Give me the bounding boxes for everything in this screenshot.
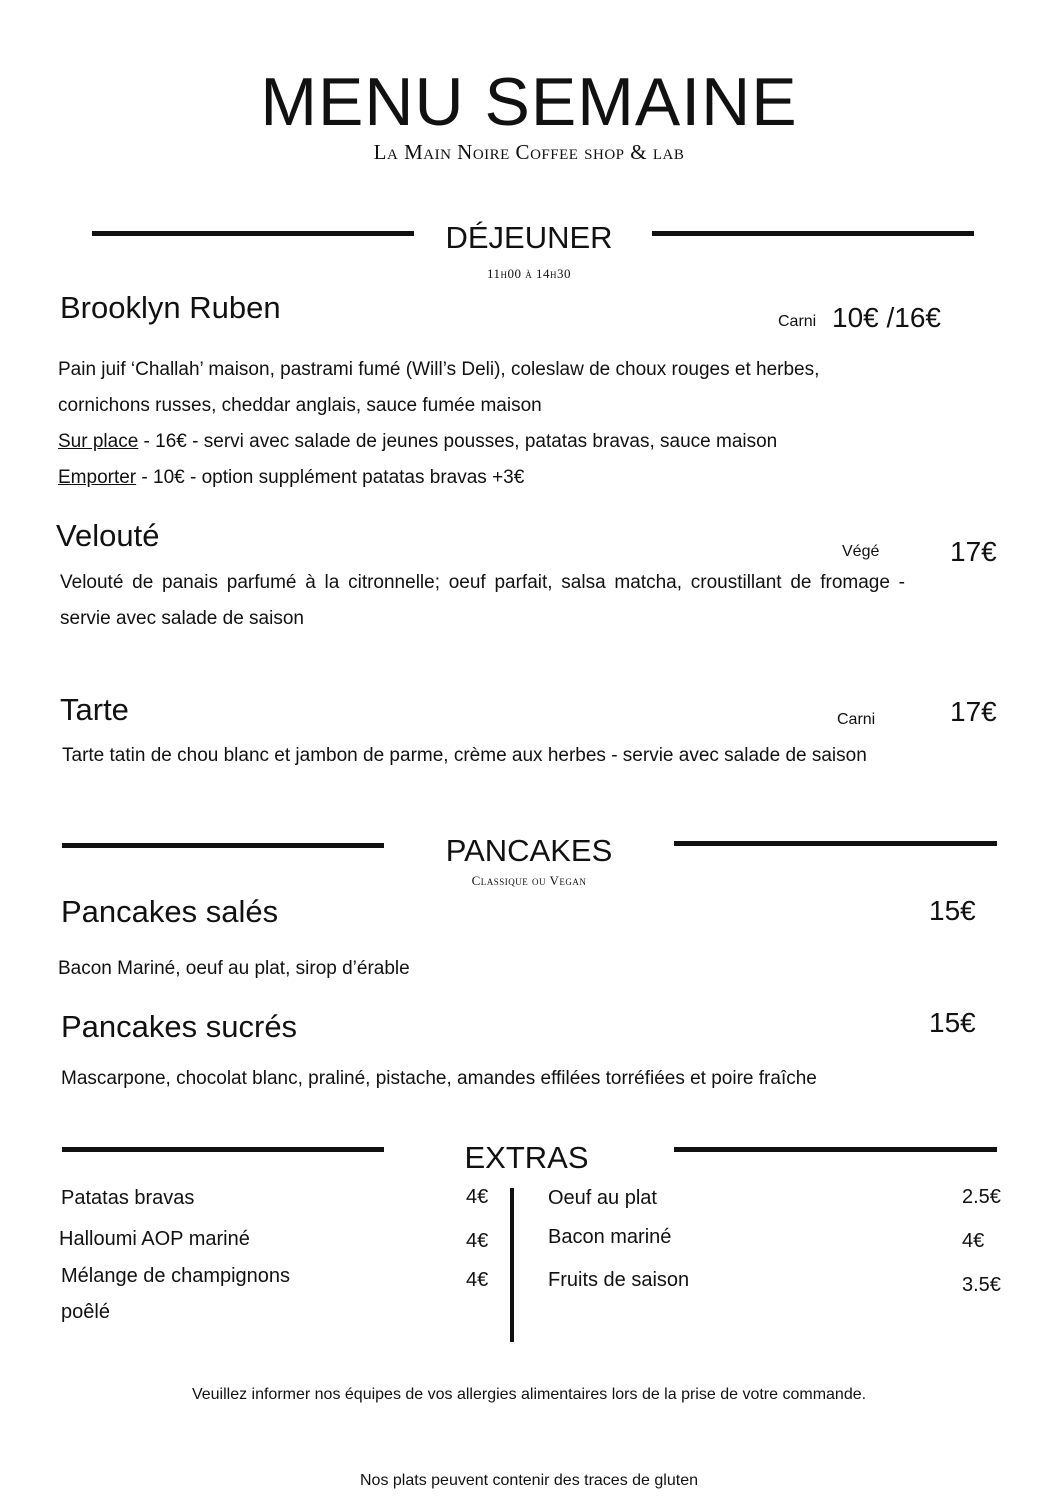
extra-name: Fruits de saison — [548, 1269, 690, 1291]
extra-price: 4€ — [466, 1269, 489, 1291]
section-subtitle: Classique ou Vegan — [471, 873, 587, 888]
section-hours: 11h00 à 14h30 — [486, 266, 572, 281]
dish-name-pancakes-sucres: Pancakes sucrés — [61, 1009, 298, 1044]
dish-price: 10€ /16€ — [832, 302, 941, 333]
dish-description: Tarte tatin de chou blanc et jambon de parme, crème aux herbes - servie avec salade de saison — [62, 745, 867, 766]
extra-price: 4€ — [466, 1230, 489, 1252]
dish-description: Mascarpone, chocolat blanc, praliné, pistache, amandes effilées torréfiées et poire fraîche — [61, 1068, 817, 1089]
page-subtitle: La Main Noire Coffee shop & lab — [373, 140, 685, 164]
extra-price: 3.5€ — [962, 1274, 1001, 1296]
allergy-notice — [0, 1380, 1058, 1410]
section-rule-right — [652, 231, 974, 236]
dish-description: Velouté de panais parfumé à la citronnelle; oeuf parfait, salsa matcha, croustillant de fromage - servie avec salade de saison — [60, 572, 905, 629]
dish-price: 15€ — [929, 895, 976, 926]
dish-description-line: cornichons russes, cheddar anglais, sauce fumée maison — [58, 395, 542, 416]
extra-name: Mélange de champignons poêlé — [61, 1265, 291, 1323]
dish-name-pancakes-sales: Pancakes salés — [61, 894, 279, 929]
dish-tag: Carni — [778, 313, 817, 330]
extra-name: Patatas bravas — [61, 1187, 195, 1209]
dish-name-veloute: Velouté — [56, 518, 160, 553]
section-rule-left — [92, 231, 414, 236]
dish-option-sur-place — [58, 424, 1018, 460]
dish-tag: Végé — [842, 543, 880, 560]
extra-name: Halloumi AOP mariné — [59, 1228, 250, 1250]
dish-description — [58, 352, 1018, 496]
option-text: - 16€ - servi avec salade de jeunes pousses, patatas bravas, sauce maison — [138, 431, 778, 452]
dish-name-brooklyn-ruben: Brooklyn Ruben — [60, 290, 281, 325]
extra-price: 4€ — [962, 1230, 985, 1252]
dish-price: 15€ — [929, 1007, 976, 1038]
option-text: - 10€ - option supplément patatas bravas +3€ — [136, 467, 525, 488]
allergy-text: Veuillez informer nos équipes de vos allergies alimentaires lors de la prise de votre commande. — [191, 1386, 867, 1403]
section-title-dejeuner: DÉJEUNER — [445, 220, 613, 255]
extras-column-divider — [510, 1188, 514, 1342]
extra-price: 4€ — [466, 1186, 489, 1208]
dish-description: Bacon Mariné, oeuf au plat, sirop d’érable — [58, 958, 410, 979]
dish-option-emporter — [58, 460, 1018, 496]
extra-name: Oeuf au plat — [548, 1187, 657, 1209]
option-label: Sur place — [58, 431, 139, 452]
page-title: MENU SEMAINE — [260, 64, 798, 140]
dish-price: 17€ — [950, 536, 997, 567]
section-rule-right — [674, 841, 997, 846]
dish-tag: Carni — [837, 711, 876, 728]
section-rule-left — [62, 1147, 384, 1152]
dish-name-tarte: Tarte — [60, 692, 129, 727]
dish-price: 17€ — [950, 696, 997, 727]
section-rule-right — [674, 1147, 997, 1152]
extra-name: Bacon mariné — [548, 1226, 672, 1248]
option-label: Emporter — [58, 467, 137, 488]
section-title-pancakes: PANCAKES — [445, 833, 613, 868]
gluten-notice: Nos plats peuvent contenir des traces de gluten — [360, 1472, 698, 1489]
section-rule-left — [62, 843, 384, 848]
extra-price: 2.5€ — [962, 1186, 1001, 1208]
dish-description-line: Pain juif ‘Challah’ maison, pastrami fumé (Will’s Deli), coleslaw de choux rouges et herbes, — [58, 359, 820, 380]
section-title-extras: EXTRAS — [464, 1140, 589, 1175]
